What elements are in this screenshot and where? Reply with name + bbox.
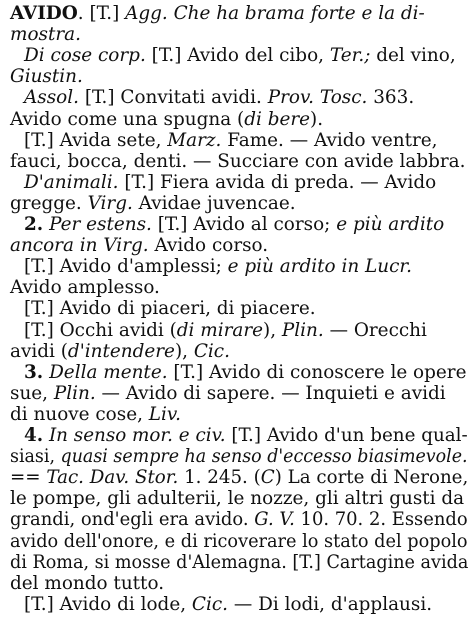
entry-italic-text: Liv. — [148, 403, 181, 425]
entry-text: — Avido di sapere. — Inquieti e avidi — [95, 382, 446, 404]
entry-italic-text: di mirare — [176, 319, 264, 341]
entry-line — [10, 24, 81, 46]
entry-italic-text: quasi sempre ha senso d'eccesso biasimevole. — [60, 446, 468, 468]
entry-text: sue, — [10, 382, 54, 404]
entry-text: avido dell'onore, e di ricoverare lo stato del popolo — [10, 530, 468, 552]
entry-text: del mondo tutto. — [10, 572, 165, 594]
entry-bold-text: 3. — [24, 361, 44, 383]
entry-italic-text: Plin. — [281, 319, 324, 341]
entry-text: [T.] Avido al corso; — [151, 214, 337, 235]
entry-line — [10, 467, 468, 489]
entry-italic-text: Per estens. — [49, 214, 152, 235]
entry-line — [10, 193, 296, 215]
entry-line — [24, 425, 468, 447]
entry-italic-text: G. V. — [254, 509, 295, 531]
entry-text: ), — [263, 319, 282, 341]
entry-italic-text: Di cose corp. — [24, 45, 146, 67]
entry-text: [T.] Avido di lode, — [24, 593, 192, 615]
entry-italic-text: Cic. — [191, 593, 229, 615]
entry-italic-text: ancora in Virg. — [10, 235, 149, 257]
entry-text: 10. 70. 2. Essendo — [294, 509, 468, 531]
entry-italic-text: Agg. Che ha brama forte e la di- — [125, 3, 425, 24]
entry-text: [T.] Convitati avidi. — [78, 87, 268, 109]
entry-line — [24, 362, 466, 384]
entry-text: fauci, bocca, denti. — Succiare con avide labbra. — [10, 150, 466, 172]
entry-line — [24, 214, 444, 236]
entry-line — [10, 383, 446, 405]
entry-line — [10, 488, 464, 510]
entry-text: [T.] Avido d'amplessi; — [24, 256, 228, 278]
entry-line — [24, 298, 316, 320]
entry-text: [T.] Avida sete, — [24, 129, 168, 151]
entry-italic-text: mostra. — [10, 24, 81, 46]
entry-text: [T.] Occhi avidi ( — [24, 319, 177, 341]
entry-text: ). — [310, 108, 324, 130]
entry-italic-text: di bere — [244, 108, 311, 130]
entry-line — [10, 573, 164, 595]
entry-italic-text: d'intendere — [67, 340, 175, 362]
entry-text: — Di lodi, d'applausi. — [228, 593, 433, 615]
entry-text: [T.] Avido di conoscere le opere — [167, 361, 467, 383]
entry-line — [10, 509, 468, 531]
entry-line — [24, 256, 412, 278]
entry-text: [T.] Fiera avida di preda. — Avido — [118, 171, 437, 193]
entry-italic-text: e più ardito in Lucr. — [227, 256, 413, 278]
entry-italic-text: Prov. Tosc. — [267, 87, 368, 109]
entry-line — [10, 3, 425, 25]
entry-text: di Roma, si mosse d'Alemagna. [T.] Cartagine avida — [10, 551, 469, 573]
entry-italic-text: Assol. — [24, 87, 79, 109]
entry-italic-text: Virg. — [87, 192, 133, 214]
entry-text: 1. 245. ( — [178, 467, 261, 489]
entry-text: avidi ( — [10, 340, 68, 362]
entry-text: Avidae juvencae. — [132, 192, 296, 214]
entry-text: 363. — [367, 87, 415, 109]
entry-line — [24, 130, 438, 152]
entry-bold-text: 2. — [24, 214, 44, 235]
entry-italic-text: Cic. — [193, 340, 230, 362]
entry-text: Avido corso. — [148, 235, 269, 257]
entry-italic-text: Tac. Dav. Stor. — [46, 467, 179, 489]
entry-text: [T.] Avido di piaceri, di piacere. — [24, 298, 316, 320]
entry-line — [10, 151, 466, 173]
entry-italic-text: C — [260, 467, 275, 489]
entry-line — [24, 594, 432, 616]
entry-line — [10, 404, 181, 426]
entry-line — [24, 87, 414, 109]
entry-text: grandi, ond'egli era avido. — [10, 509, 255, 531]
entry-line — [24, 45, 456, 67]
entry-line — [10, 235, 268, 257]
entry-text: . — [77, 3, 84, 24]
entry-text: siasi, — [10, 446, 61, 468]
entry-italic-text: Marz. — [167, 129, 222, 151]
entry-italic-text: Della mente. — [49, 361, 168, 383]
entry-text: del vino, — [370, 45, 456, 67]
entry-italic-text: In senso mor. e civ. — [48, 425, 226, 446]
entry-italic-text: Ter.; — [329, 45, 371, 67]
entry-line — [10, 66, 83, 88]
entry-text: Avido come una spugna ( — [10, 108, 245, 130]
entry-text: [T.] — [83, 3, 126, 24]
entry-text: ), — [174, 340, 194, 362]
entry-line — [10, 109, 323, 131]
entry-bold-text: 4. — [24, 425, 44, 446]
entry-line — [10, 341, 230, 363]
entry-line — [10, 552, 468, 574]
entry-line — [10, 446, 468, 468]
entry-text: gregge. — [10, 192, 88, 214]
entry-line — [24, 320, 427, 342]
entry-text: le pompe, gli adulterii, le nozze, gli altri gusti da — [10, 488, 465, 510]
entry-line — [10, 277, 160, 299]
entry-text: — Orecchi — [323, 319, 427, 341]
entry-italic-text: D'animali. — [24, 171, 119, 193]
entry-italic-text: Plin. — [53, 382, 96, 404]
entry-text: [T.] Avido d'un bene qual- — [225, 425, 468, 446]
entry-text: Fame. — Avido ventre, — [221, 129, 438, 151]
entry-italic-text: Giustin. — [10, 66, 83, 88]
entry-text: [T.] Avido del cibo, — [145, 45, 330, 67]
entry-text: di nuove cose, — [10, 403, 149, 425]
entry-italic-text: e più ardito — [336, 214, 445, 235]
entry-line — [10, 531, 468, 553]
entry-bold-text: AVIDO — [10, 3, 78, 24]
entry-line — [24, 172, 436, 194]
entry-text: Avido amplesso. — [10, 277, 160, 299]
entry-text: ) La corte di Nerone, — [274, 467, 469, 489]
entry-text: == — [10, 467, 47, 489]
